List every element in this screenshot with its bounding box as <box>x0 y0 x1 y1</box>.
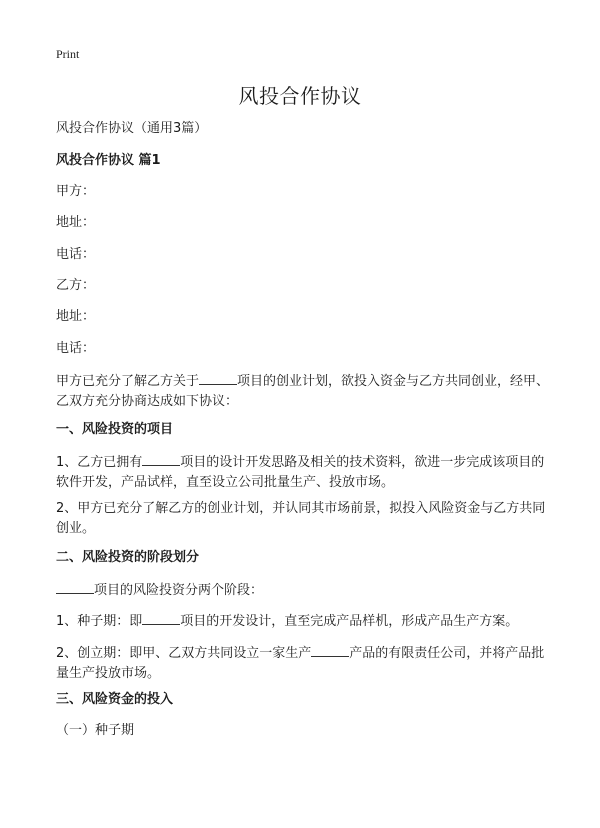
section-title: 风投合作协议 篇1 <box>56 153 161 168</box>
paragraph-1 <box>56 451 552 493</box>
paragraph-1-start: 1、乙方已拥有 <box>56 455 143 470</box>
stage-1-start: 1、种子期：即 <box>56 614 143 629</box>
intro-text-start: 甲方已充分了解乙方关于 <box>56 374 200 389</box>
phone-b-label: 电话： <box>56 341 96 356</box>
heading-capital-investment: 三、风险资金的投入 <box>56 692 174 707</box>
document-title: 风投合作协议 <box>238 84 362 108</box>
phone-a-label: 电话： <box>56 247 96 262</box>
product-name-blank <box>311 642 349 657</box>
stage-intro <box>56 579 556 601</box>
stage-2-start: 2、创立期：即甲、乙双方共同设立一家生产 <box>56 646 312 661</box>
project-name-blank <box>142 451 180 466</box>
intro-paragraph <box>56 370 552 412</box>
stage-1 <box>56 610 556 632</box>
address-a-label: 地址： <box>56 215 96 230</box>
intro-text-end: 项目的创业计划，欲投入资金与乙方共同创业，经甲、乙双方充分协商达成如下协议： <box>56 374 550 409</box>
paragraph-2: 2、甲方已充分了解乙方的创业计划，并认同其市场前景，拟投入风险资金与乙方共同创业。 <box>56 501 546 536</box>
project-name-blank <box>142 610 180 625</box>
document-subtitle: 风投合作协议（通用3篇） <box>56 121 208 136</box>
stage-intro-text: 项目的风险投资分两个阶段： <box>94 583 264 598</box>
party-b-label: 乙方： <box>56 278 96 293</box>
stage-1-end: 项目的开发设计，直至完成产品样机，形成产品生产方案。 <box>180 614 519 629</box>
print-link[interactable]: Print <box>56 47 80 61</box>
address-b-label: 地址： <box>56 309 96 324</box>
project-name-blank <box>199 370 237 385</box>
heading-investment-project: 一、风险投资的项目 <box>56 422 174 437</box>
party-a-label: 甲方： <box>56 184 96 199</box>
project-name-blank <box>56 579 94 594</box>
heading-stage-division: 二、风险投资的阶段划分 <box>56 550 200 565</box>
stage-2-end: 产品的有限责任公司，并将产品批量生产投放市场。 <box>56 646 545 681</box>
subheading-seed-stage: （一）种子期 <box>56 723 135 738</box>
stage-2 <box>56 642 552 684</box>
paragraph-1-end: 项目的设计开发思路及相关的技术资料，欲进一步完成该项目的软件开发，产品试样，直至设立公司批量生产、投放市场。 <box>56 455 545 490</box>
